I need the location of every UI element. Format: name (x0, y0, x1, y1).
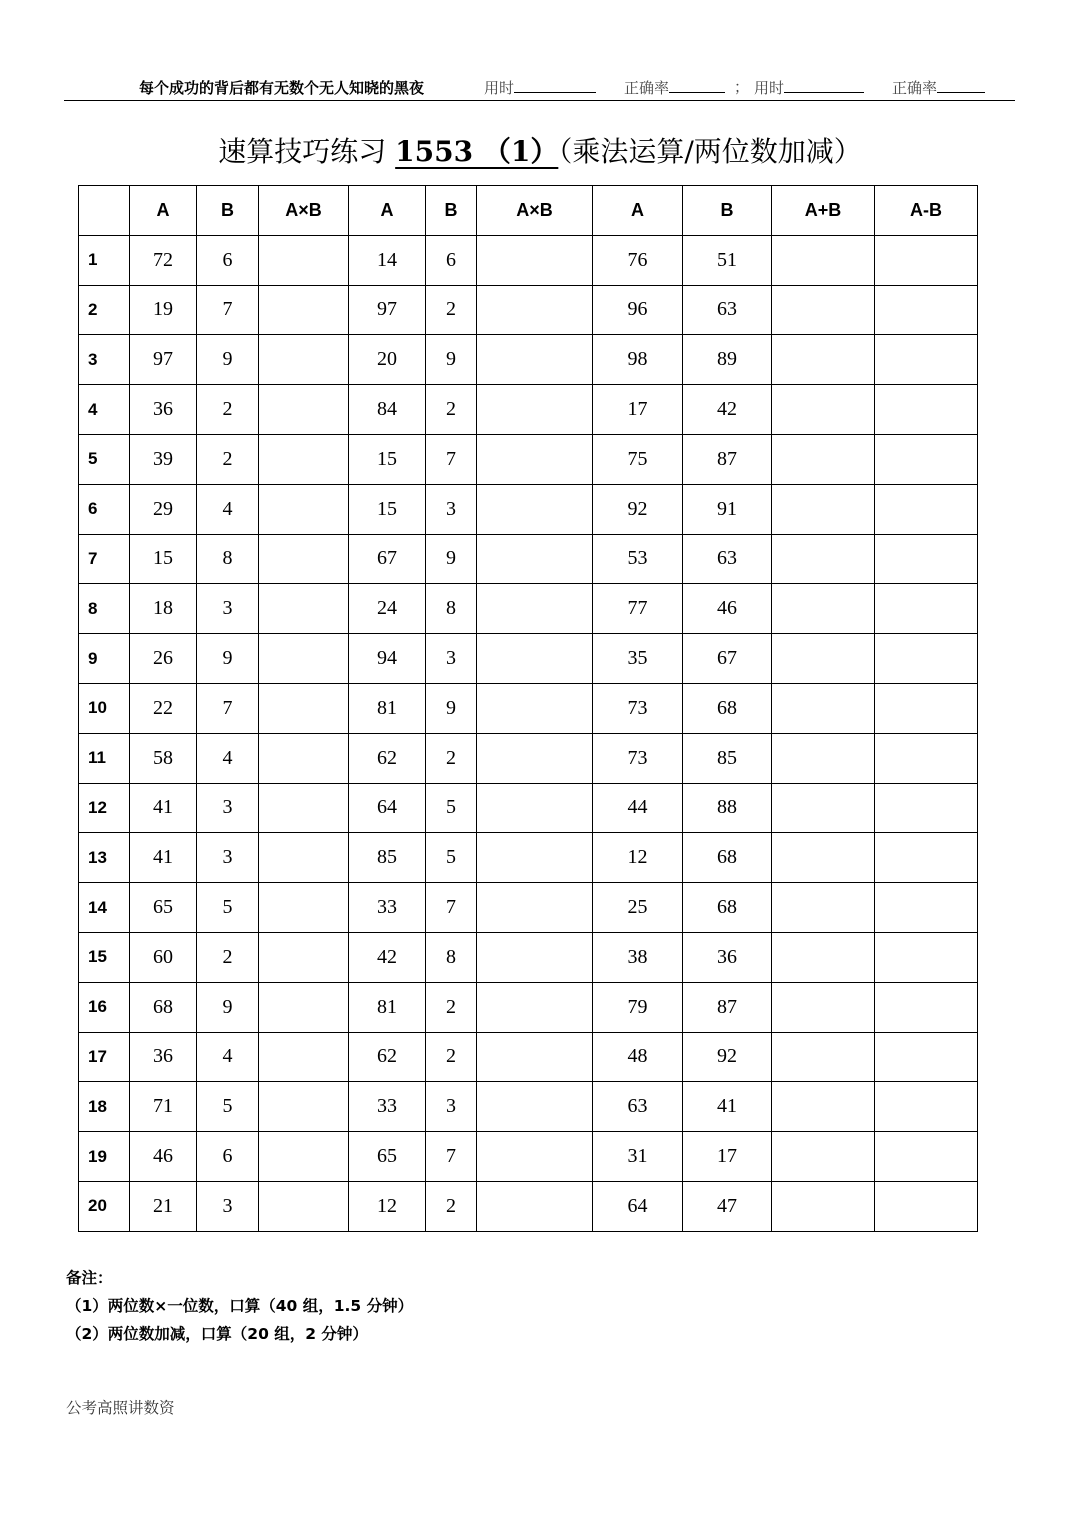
sum-answer-cell[interactable] (772, 683, 875, 733)
b-value: 2 (197, 932, 259, 982)
b-value: 7 (197, 285, 259, 335)
title-number: 1553 （1） (395, 135, 559, 168)
a-value: 97 (130, 335, 197, 385)
product-answer-cell[interactable] (477, 783, 593, 833)
a-value: 72 (130, 235, 197, 285)
a-value: 39 (130, 434, 197, 484)
table-row (79, 783, 978, 833)
product-answer-cell[interactable] (477, 484, 593, 534)
product-answer-cell[interactable] (259, 733, 349, 783)
difference-answer-cell[interactable] (875, 285, 978, 335)
b-value: 6 (197, 1132, 259, 1182)
time-label-1: 用时 (484, 81, 515, 97)
accuracy-label-1: 正确率 (624, 81, 670, 97)
difference-answer-cell[interactable] (875, 1082, 978, 1132)
a-value: 63 (593, 1082, 683, 1132)
a-value: 33 (349, 883, 426, 933)
difference-answer-cell[interactable] (875, 1181, 978, 1231)
title-suffix: （乘法运算/两位数加减） (558, 135, 862, 168)
a-value: 68 (130, 982, 197, 1032)
table-row (79, 833, 978, 883)
title-prefix: 速算技巧练习 (218, 135, 387, 168)
b-value: 3 (197, 833, 259, 883)
b-value: 8 (197, 534, 259, 584)
a-value: 98 (593, 335, 683, 385)
table-row (79, 634, 978, 684)
b-value: 9 (426, 534, 477, 584)
b-value: 2 (197, 385, 259, 435)
a-value: 97 (349, 285, 426, 335)
time-blank-2[interactable] (784, 78, 864, 93)
product-answer-cell[interactable] (259, 1032, 349, 1082)
b-value: 3 (197, 584, 259, 634)
a-value: 31 (593, 1132, 683, 1182)
a-value: 25 (593, 883, 683, 933)
product-answer-cell[interactable] (259, 434, 349, 484)
table-row (79, 385, 978, 435)
table-row (79, 932, 978, 982)
b-value: 9 (426, 335, 477, 385)
b-value: 36 (683, 932, 772, 982)
table-row (79, 235, 978, 285)
a-value: 18 (130, 584, 197, 634)
b-value: 3 (197, 1181, 259, 1231)
a-value: 64 (593, 1181, 683, 1231)
row-index: 15 (79, 932, 130, 982)
product-answer-cell[interactable] (477, 1032, 593, 1082)
a-value: 33 (349, 1082, 426, 1132)
sum-answer-cell[interactable] (772, 534, 875, 584)
accuracy-field-1[interactable] (624, 78, 725, 99)
difference-answer-cell[interactable] (875, 335, 978, 385)
a-value: 96 (593, 285, 683, 335)
difference-answer-cell[interactable] (875, 584, 978, 634)
b-value: 7 (197, 683, 259, 733)
table-row (79, 434, 978, 484)
product-answer-cell[interactable] (477, 434, 593, 484)
a-value: 65 (130, 883, 197, 933)
a-value: 81 (349, 683, 426, 733)
product-answer-cell[interactable] (477, 683, 593, 733)
table-row (79, 683, 978, 733)
a-value: 21 (130, 1181, 197, 1231)
notes-heading: 备注： (66, 1269, 113, 1287)
accuracy-field-2[interactable] (892, 78, 985, 99)
table-row (79, 484, 978, 534)
header-a1: A (130, 186, 197, 236)
a-value: 48 (593, 1032, 683, 1082)
product-answer-cell[interactable] (477, 982, 593, 1032)
b-value: 2 (426, 733, 477, 783)
b-value: 68 (683, 883, 772, 933)
product-answer-cell[interactable] (259, 982, 349, 1032)
row-index: 9 (79, 634, 130, 684)
sum-answer-cell[interactable] (772, 932, 875, 982)
row-index: 20 (79, 1181, 130, 1231)
a-value: 76 (593, 235, 683, 285)
product-answer-cell[interactable] (259, 534, 349, 584)
b-value: 9 (197, 982, 259, 1032)
footer-text: 公考高照讲数资 (66, 1399, 175, 1417)
b-value: 9 (426, 683, 477, 733)
row-index: 4 (79, 385, 130, 435)
difference-answer-cell[interactable] (875, 385, 978, 435)
b-value: 2 (426, 1181, 477, 1231)
difference-answer-cell[interactable] (875, 982, 978, 1032)
b-value: 5 (197, 883, 259, 933)
b-value: 91 (683, 484, 772, 534)
product-answer-cell[interactable] (477, 235, 593, 285)
product-answer-cell[interactable] (259, 783, 349, 833)
b-value: 5 (426, 833, 477, 883)
header-sum: A+B (772, 186, 875, 236)
header-b1: B (197, 186, 259, 236)
difference-answer-cell[interactable] (875, 683, 978, 733)
a-value: 36 (130, 385, 197, 435)
difference-answer-cell[interactable] (875, 733, 978, 783)
b-value: 2 (426, 285, 477, 335)
row-index: 17 (79, 1032, 130, 1082)
b-value: 4 (197, 1032, 259, 1082)
row-index: 5 (79, 434, 130, 484)
difference-answer-cell[interactable] (875, 1032, 978, 1082)
product-answer-cell[interactable] (259, 683, 349, 733)
header-a3: A (593, 186, 683, 236)
time-label-2: 用时 (754, 81, 785, 97)
table-row (79, 534, 978, 584)
product-answer-cell[interactable] (477, 733, 593, 783)
a-value: 22 (130, 683, 197, 733)
sum-answer-cell[interactable] (772, 584, 875, 634)
b-value: 68 (683, 833, 772, 883)
a-value: 94 (349, 634, 426, 684)
b-value: 9 (197, 634, 259, 684)
b-value: 42 (683, 385, 772, 435)
sum-answer-cell[interactable] (772, 235, 875, 285)
product-answer-cell[interactable] (477, 883, 593, 933)
b-value: 9 (197, 335, 259, 385)
notes (66, 1264, 413, 1348)
b-value: 7 (426, 1132, 477, 1182)
a-value: 36 (130, 1032, 197, 1082)
product-answer-cell[interactable] (259, 235, 349, 285)
difference-answer-cell[interactable] (875, 783, 978, 833)
product-answer-cell[interactable] (259, 584, 349, 634)
product-answer-cell[interactable] (477, 335, 593, 385)
row-index: 13 (79, 833, 130, 883)
table-row (79, 883, 978, 933)
b-value: 3 (197, 783, 259, 833)
header-product-1: A×B (259, 186, 349, 236)
header-row (79, 186, 978, 236)
a-value: 20 (349, 335, 426, 385)
b-value: 7 (426, 434, 477, 484)
product-answer-cell[interactable] (477, 1132, 593, 1182)
row-index: 19 (79, 1132, 130, 1182)
b-value: 87 (683, 982, 772, 1032)
b-value: 92 (683, 1032, 772, 1082)
time-blank-1[interactable] (514, 78, 596, 93)
time-field-2[interactable] (754, 78, 864, 99)
difference-answer-cell[interactable] (875, 534, 978, 584)
product-answer-cell[interactable] (477, 285, 593, 335)
a-value: 71 (130, 1082, 197, 1132)
a-value: 26 (130, 634, 197, 684)
a-value: 84 (349, 385, 426, 435)
a-value: 38 (593, 932, 683, 982)
header-a2: A (349, 186, 426, 236)
b-value: 3 (426, 1082, 477, 1132)
difference-answer-cell[interactable] (875, 235, 978, 285)
product-answer-cell[interactable] (259, 932, 349, 982)
difference-answer-cell[interactable] (875, 1132, 978, 1182)
a-value: 58 (130, 733, 197, 783)
product-answer-cell[interactable] (477, 584, 593, 634)
row-index: 12 (79, 783, 130, 833)
product-answer-cell[interactable] (259, 385, 349, 435)
a-value: 64 (349, 783, 426, 833)
difference-answer-cell[interactable] (875, 883, 978, 933)
sum-answer-cell[interactable] (772, 335, 875, 385)
a-value: 60 (130, 932, 197, 982)
header-b2: B (426, 186, 477, 236)
table-row (79, 1181, 978, 1231)
table-row (79, 1132, 978, 1182)
b-value: 6 (426, 235, 477, 285)
table-row (79, 285, 978, 335)
a-value: 17 (593, 385, 683, 435)
b-value: 41 (683, 1082, 772, 1132)
a-value: 85 (349, 833, 426, 883)
sum-answer-cell[interactable] (772, 1082, 875, 1132)
a-value: 15 (349, 434, 426, 484)
a-value: 42 (349, 932, 426, 982)
product-answer-cell[interactable] (259, 883, 349, 933)
product-answer-cell[interactable] (477, 1181, 593, 1231)
a-value: 65 (349, 1132, 426, 1182)
a-value: 44 (593, 783, 683, 833)
time-field-1[interactable] (484, 78, 596, 99)
b-value: 7 (426, 883, 477, 933)
a-value: 19 (130, 285, 197, 335)
b-value: 17 (683, 1132, 772, 1182)
a-value: 73 (593, 733, 683, 783)
b-value: 46 (683, 584, 772, 634)
b-value: 3 (426, 634, 477, 684)
a-value: 73 (593, 683, 683, 733)
a-value: 12 (349, 1181, 426, 1231)
sum-answer-cell[interactable] (772, 484, 875, 534)
table-row (79, 733, 978, 783)
table-row (79, 982, 978, 1032)
sum-answer-cell[interactable] (772, 285, 875, 335)
separator: ； (734, 80, 750, 96)
product-answer-cell[interactable] (477, 833, 593, 883)
a-value: 77 (593, 584, 683, 634)
motto-text: 每个成功的背后都有无数个无人知晓的黑夜 (139, 79, 425, 97)
sum-answer-cell[interactable] (772, 1132, 875, 1182)
b-value: 47 (683, 1181, 772, 1231)
sum-answer-cell[interactable] (772, 1181, 875, 1231)
a-value: 53 (593, 534, 683, 584)
product-answer-cell[interactable] (477, 534, 593, 584)
b-value: 63 (683, 285, 772, 335)
header-index (79, 186, 130, 236)
b-value: 2 (426, 1032, 477, 1082)
page-header (64, 76, 1015, 101)
row-index: 16 (79, 982, 130, 1032)
row-index: 3 (79, 335, 130, 385)
difference-answer-cell[interactable] (875, 833, 978, 883)
notes-line-1: （1）两位数×一位数，口算（40 组，1.5 分钟） (66, 1297, 414, 1315)
row-index: 7 (79, 534, 130, 584)
b-value: 8 (426, 584, 477, 634)
b-value: 51 (683, 235, 772, 285)
sum-answer-cell[interactable] (772, 982, 875, 1032)
a-value: 15 (130, 534, 197, 584)
product-answer-cell[interactable] (259, 1181, 349, 1231)
row-index: 1 (79, 235, 130, 285)
difference-answer-cell[interactable] (875, 434, 978, 484)
sum-answer-cell[interactable] (772, 883, 875, 933)
a-value: 41 (130, 783, 197, 833)
b-value: 63 (683, 534, 772, 584)
a-value: 79 (593, 982, 683, 1032)
product-answer-cell[interactable] (477, 634, 593, 684)
row-index: 11 (79, 733, 130, 783)
a-value: 62 (349, 733, 426, 783)
exercise-table (78, 185, 978, 1232)
product-answer-cell[interactable] (477, 1082, 593, 1132)
accuracy-blank-1[interactable] (669, 78, 725, 93)
a-value: 15 (349, 484, 426, 534)
row-index: 14 (79, 883, 130, 933)
b-value: 4 (197, 484, 259, 534)
row-index: 18 (79, 1082, 130, 1132)
b-value: 6 (197, 235, 259, 285)
table-row (79, 1082, 978, 1132)
row-index: 8 (79, 584, 130, 634)
b-value: 2 (197, 434, 259, 484)
a-value: 62 (349, 1032, 426, 1082)
a-value: 29 (130, 484, 197, 534)
page-title (0, 132, 1080, 172)
b-value: 5 (197, 1082, 259, 1132)
sum-answer-cell[interactable] (772, 783, 875, 833)
table-row (79, 335, 978, 385)
row-index: 6 (79, 484, 130, 534)
a-value: 12 (593, 833, 683, 883)
notes-line-2: （2）两位数加减，口算（20 组，2 分钟） (66, 1325, 368, 1343)
b-value: 8 (426, 932, 477, 982)
a-value: 35 (593, 634, 683, 684)
sum-answer-cell[interactable] (772, 833, 875, 883)
difference-answer-cell[interactable] (875, 484, 978, 534)
a-value: 46 (130, 1132, 197, 1182)
product-answer-cell[interactable] (259, 285, 349, 335)
b-value: 89 (683, 335, 772, 385)
header-difference: A-B (875, 186, 978, 236)
row-index: 10 (79, 683, 130, 733)
product-answer-cell[interactable] (259, 335, 349, 385)
b-value: 88 (683, 783, 772, 833)
row-index: 2 (79, 285, 130, 335)
product-answer-cell[interactable] (259, 1132, 349, 1182)
a-value: 92 (593, 484, 683, 534)
b-value: 5 (426, 783, 477, 833)
product-answer-cell[interactable] (259, 484, 349, 534)
product-answer-cell[interactable] (477, 932, 593, 982)
b-value: 2 (426, 982, 477, 1032)
accuracy-blank-2[interactable] (937, 78, 985, 93)
product-answer-cell[interactable] (259, 833, 349, 883)
b-value: 67 (683, 634, 772, 684)
sum-answer-cell[interactable] (772, 634, 875, 684)
b-value: 2 (426, 385, 477, 435)
b-value: 85 (683, 733, 772, 783)
header-b3: B (683, 186, 772, 236)
a-value: 67 (349, 534, 426, 584)
b-value: 87 (683, 434, 772, 484)
sum-answer-cell[interactable] (772, 434, 875, 484)
difference-answer-cell[interactable] (875, 932, 978, 982)
accuracy-label-2: 正确率 (892, 81, 938, 97)
difference-answer-cell[interactable] (875, 634, 978, 684)
a-value: 75 (593, 434, 683, 484)
a-value: 14 (349, 235, 426, 285)
a-value: 24 (349, 584, 426, 634)
product-answer-cell[interactable] (477, 385, 593, 435)
sum-answer-cell[interactable] (772, 733, 875, 783)
table-row (79, 584, 978, 634)
b-value: 4 (197, 733, 259, 783)
a-value: 41 (130, 833, 197, 883)
a-value: 81 (349, 982, 426, 1032)
header-product-2: A×B (477, 186, 593, 236)
table-row (79, 1032, 978, 1082)
sum-answer-cell[interactable] (772, 385, 875, 435)
b-value: 3 (426, 484, 477, 534)
product-answer-cell[interactable] (259, 1082, 349, 1132)
sum-answer-cell[interactable] (772, 1032, 875, 1082)
b-value: 68 (683, 683, 772, 733)
product-answer-cell[interactable] (259, 634, 349, 684)
